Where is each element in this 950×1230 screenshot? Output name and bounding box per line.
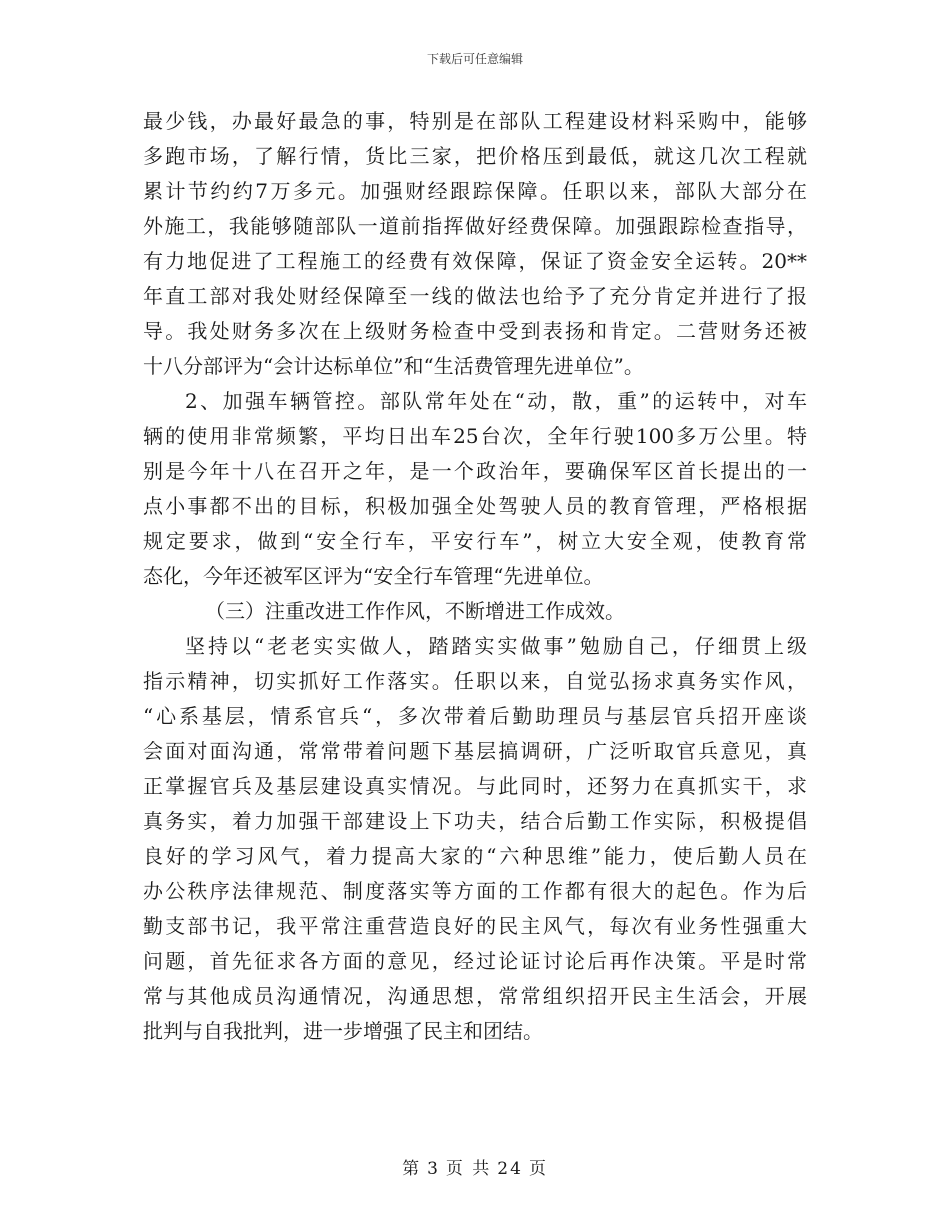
text-line: 态化，今年还被军区评为“安全行车管理“先进单位。 [143, 564, 604, 588]
text-line: 多跑市场，了解行情，货比三家，把价格压到最低，就这几次工程就 [143, 144, 807, 168]
text-line: 常与其他成员沟通情况，沟通思想，常常组织招开民主生活会，开展 [143, 984, 807, 1008]
text-line: 十八分部评为“会计达标单位”和“生活费管理先进单位”。 [143, 354, 644, 378]
text-line: 真务实，着力加强干部建设上下功夫，结合后勤工作实际，积极提倡 [143, 809, 807, 833]
text-line: 指示精神，切实抓好工作落实。任职以来，自觉弘扬求真务实作风， [143, 669, 807, 693]
text-line: 规定要求，做到“安全行车，平安行车”，树立大安全观，使教育常 [143, 529, 807, 553]
text-line: 点小事都不出的目标，积极加强全处驾驶人员的教育管理，严格根据 [143, 494, 807, 518]
footer-suffix: 页 [528, 1159, 548, 1179]
footer-total-pages: 24 [497, 1159, 523, 1179]
text-line: 办公秩序法律规范、制度落实等方面的工作都有很大的起色。作为后 [143, 879, 807, 903]
text-line: 有力地促进了工程施工的经费有效保障，保证了资金安全运转。20** [143, 249, 807, 273]
text-line: 别是今年十八在召开之年，是一个政治年，要确保军区首长提出的一 [143, 459, 807, 483]
footer-prefix: 第 [402, 1159, 422, 1179]
text-line: 年直工部对我处财经保障至一线的做法也给予了充分肯定并进行了报 [143, 284, 807, 308]
text-line: 会面对面沟通，常常带着问题下基层搞调研，广泛听取官兵意见，真 [143, 739, 807, 763]
text-line: （三）注重改进工作作风，不断增进工作成效。 [205, 599, 625, 623]
text-line: 外施工，我能够随部队一道前指挥做好经费保障。加强跟踪检查指导， [143, 214, 807, 238]
text-line: 辆的使用非常频繁，平均日出车25台次，全年行驶100多万公里。特 [143, 424, 807, 448]
text-line: 最少钱，办最好最急的事，特别是在部队工程建设材料采购中，能够 [143, 109, 807, 133]
footer-middle: 页 共 [445, 1159, 492, 1179]
text-line: 坚持以“老老实实做人，踏踏实实做事”勉励自己，仔细贯上级 [185, 634, 807, 658]
document-body [143, 104, 807, 1049]
text-line: 正掌握官兵及基层建设真实情况。与此同时，还努力在真抓实干，求 [143, 774, 807, 798]
text-line: 批判与自我批判，进一步增强了民主和团结。 [143, 1019, 543, 1043]
page-footer [0, 1154, 950, 1179]
text-line: 问题，首先征求各方面的意见，经过论证讨论后再作决策。平是时常 [143, 949, 807, 973]
text-line: 导。我处财务多次在上级财务检查中受到表扬和肯定。二营财务还被 [143, 319, 807, 343]
text-line: 累计节约约7万多元。加强财经跟踪保障。任职以来，部队大部分在 [143, 179, 807, 203]
text-line: 勤支部书记，我平常注重营造良好的民主风气，每次有业务性强重大 [143, 914, 807, 938]
page-header: 下载后可任意编辑 [426, 52, 523, 66]
text-line: 2、加强车辆管控。部队常年处在“动，散，重”的运转中，对车 [185, 389, 807, 413]
text-line: “心系基层，情系官兵“，多次带着后勤助理员与基层官兵招开座谈 [143, 704, 807, 728]
text-line: 良好的学习风气，着力提高大家的“六种思维”能力，使后勤人员在 [143, 844, 807, 868]
footer-page-number: 3 [427, 1159, 440, 1179]
